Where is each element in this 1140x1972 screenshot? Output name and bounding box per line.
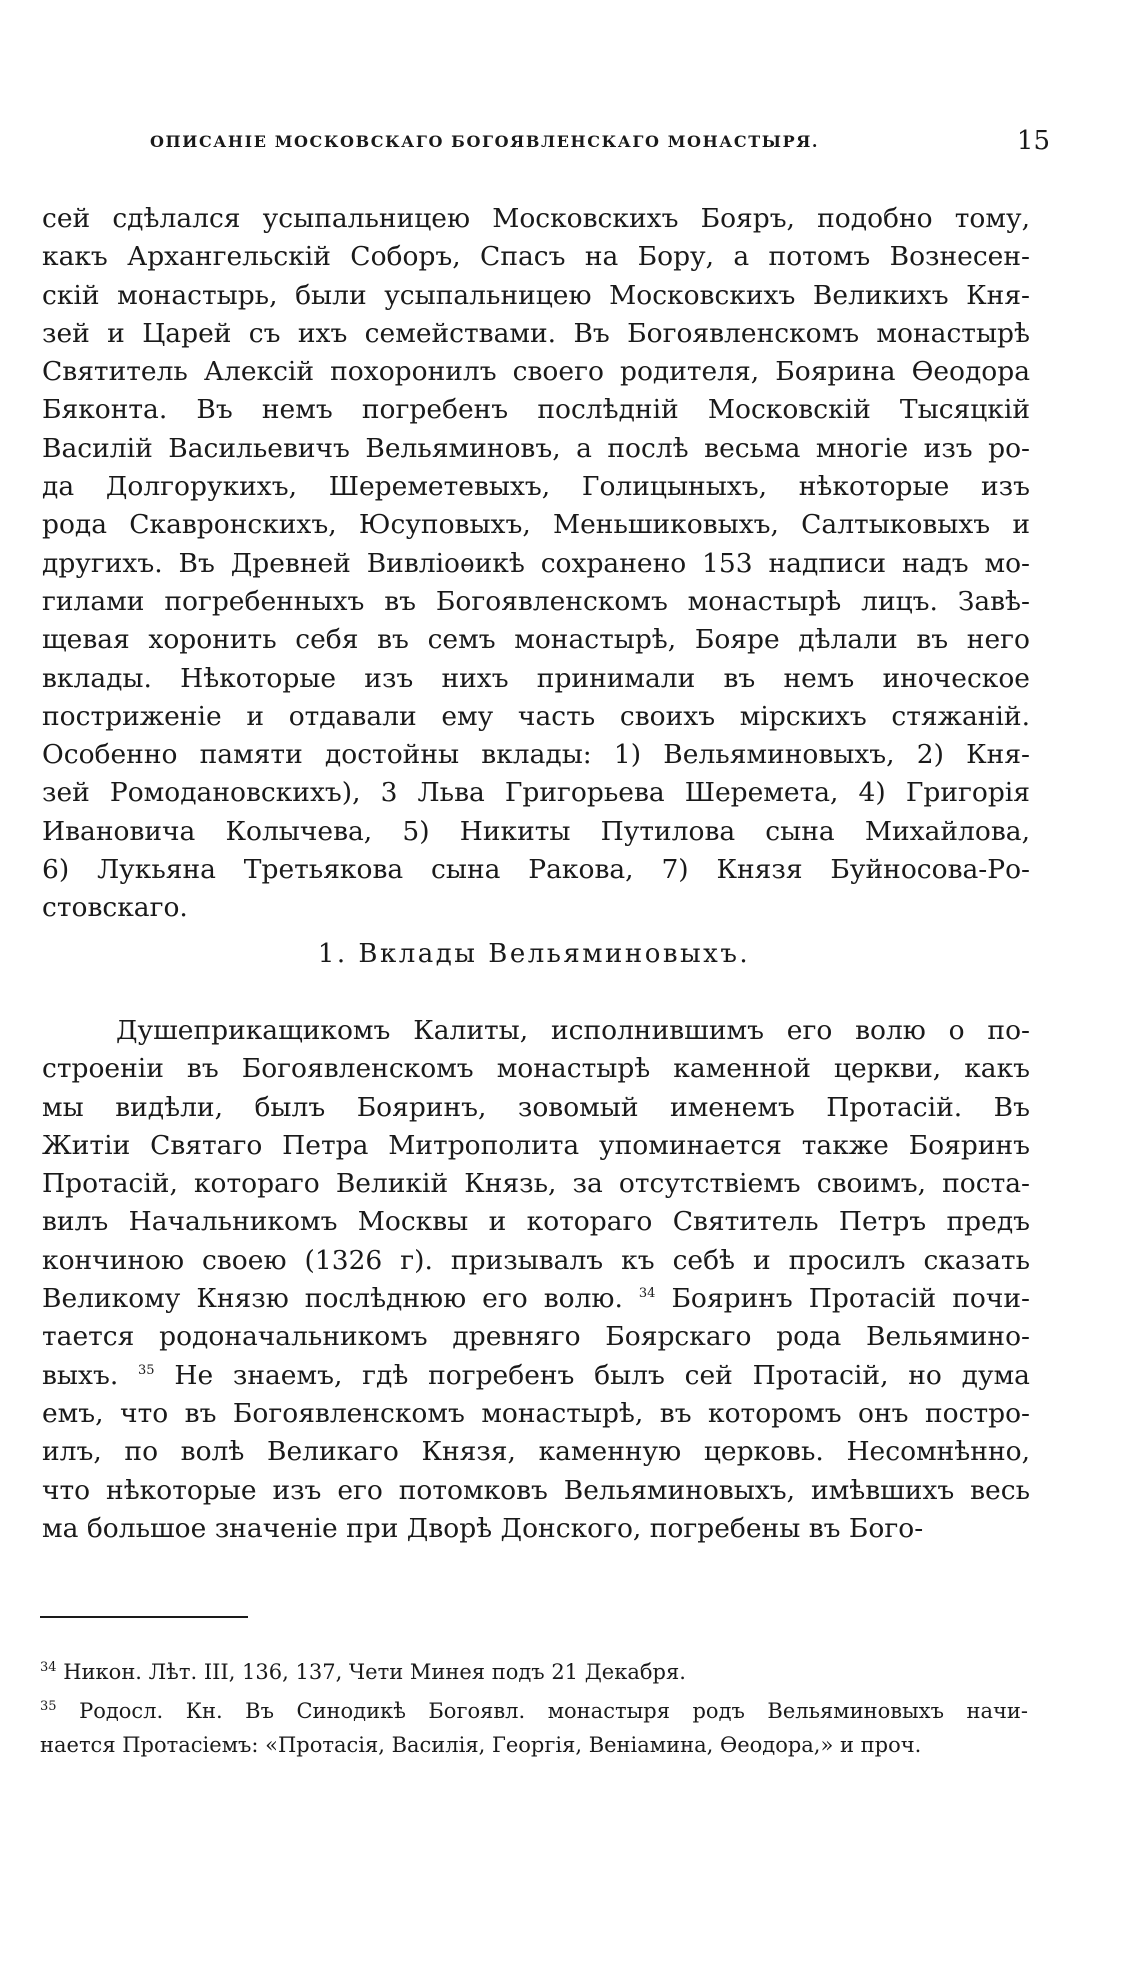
footnote-line: нается Протасіемъ: «Протасія, Василія, Георгія, Веніамина, Ѳеодора,» и проч. [40,1733,922,1757]
text-line: Житіи Святаго Петра Митрополита упоминается также Бояринъ [42,1129,1030,1161]
text-line: скій монастырь, были усыпальницею Московскихъ Великихъ Кня- [42,279,1030,311]
text-line: илъ, по волѣ Великаго Князя, каменную церковь. Несомнѣнно, [42,1436,1030,1468]
text-line: Душеприкащикомъ Калиты, исполнившимъ его волю о по- [116,1015,1030,1046]
book-page [40,0,1100,1972]
text-line-with-ref [42,1357,1030,1395]
text-line: емъ, что въ Богоявленскомъ монастырѣ, въ которомъ онъ постро- [42,1397,1030,1429]
text-line: да Долгорукихъ, Шереметевыхъ, Голицыныхъ, нѣкоторые изъ [42,471,1030,503]
running-title: ОПИСАНІЕ МОСКОВСКАГО БОГОЯВЛЕНСКАГО МОНАСТЫРЯ. [150,132,820,151]
text-line: сей сдѣлался усыпальницею Московскихъ Бояръ, подобно тому, [42,203,1030,234]
text-line: 6) Лукьяна Третьякова сына Ракова, 7) Князя Буйносова-Ро- [42,854,1030,886]
page-header [40,126,1100,166]
text-line: стовскаго. [42,892,188,924]
text-line: рода Скавронскихъ, Юсуповыхъ, Меньшиковыхъ, Салтыковыхъ и [42,509,1030,541]
footnote-marker: 35 [40,1699,57,1714]
footnote-marker: 34 [40,1660,57,1675]
footnote-ref: 35 [138,1362,155,1378]
footnote-text: Никон. Лѣт. III, 136, 137, Чети Минея подъ 21 Декабря. [63,1660,686,1684]
text-line: мы видѣли, былъ Бояринъ, зовомый именемъ Протасій. Въ [42,1091,1030,1123]
footnote-35 [40,1694,1028,1762]
text-line: Ивановича Колычева, 5) Никиты Путилова сына Михайлова, [42,815,1030,847]
footnote-34 [40,1652,1028,1692]
text-line: ма большое значеніе при Дворѣ Донского, погребены въ Бого- [42,1512,924,1544]
text-line: гилами погребенныхъ въ Богоявленскомъ монастырѣ лицъ. Завѣ- [42,585,1030,617]
text-line: вклады. Нѣкоторые изъ нихъ принимали въ немъ иноческое [42,662,1030,694]
text-segment: Не знаемъ, гдѣ погребенъ былъ сей Протасій, но дума [174,1359,1030,1391]
page-number: 15 [1016,126,1050,156]
footnote-text: Родосл. Кн. Въ Синодикѣ Богоявл. монастыря родъ Вельяминовыхъ начи- [79,1699,1028,1723]
footnotes [40,1652,1028,1762]
paragraph-1 [42,200,1030,928]
text-line: зей и Царей съ ихъ семействами. Въ Богоявленскомъ монастырѣ [42,317,1030,349]
footnote-ref: 34 [638,1286,656,1302]
text-line: вилъ Начальникомъ Москвы и котораго Святитель Петръ предъ [42,1206,1030,1238]
text-line: Протасій, котораго Великій Князь, за отсутствіемъ своимъ, поста- [42,1168,1030,1200]
text-line: Святитель Алексій похоронилъ своего родителя, Боярина Ѳеодора [42,356,1030,388]
footnote-divider [40,1616,248,1618]
text-segment: Бояринъ Протасій почи- [671,1283,1030,1315]
text-line: постриженіе и отдавали ему часть своихъ мірскихъ стяжаній. [42,700,1030,732]
text-line: что нѣкоторые изъ его потомковъ Вельяминовыхъ, имѣвшихъ весь [42,1474,1030,1506]
text-line: Василій Васильевичъ Вельяминовъ, а послѣ весьма многіе изъ ро- [42,432,1030,464]
text-line: какъ Архангельскій Соборъ, Спасъ на Бору, а потомъ Вознесен- [42,241,1030,273]
text-line: кончиною своею (1326 г). призывалъ къ себѣ и просилъ сказать [42,1244,1030,1276]
text-line: щевая хоронить себя въ семъ монастырѣ, Бояре дѣлали въ него [42,624,1030,656]
text-line: тается родоначальникомъ древняго Боярскаго рода Вельямино- [42,1321,1030,1353]
text-segment: выхъ. [42,1359,119,1391]
text-line: Бяконта. Въ немъ погребенъ послѣдній Московскій Тысяцкій [42,394,1030,426]
text-segment: Великому Князю послѣднюю его волю. [42,1283,623,1315]
text-line: зей Ромодановскихъ), 3 Льва Григорьева Шеремета, 4) Григорія [42,777,1030,809]
text-line: строеніи въ Богоявленскомъ монастырѣ каменной церкви, какъ [42,1053,1030,1085]
text-line-with-ref [42,1280,1030,1318]
text-line: Особенно памяти достойны вклады: 1) Вельяминовыхъ, 2) Кня- [42,739,1030,771]
text-line: другихъ. Въ Древней Вивліоѳикѣ сохранено 153 надписи надъ мо- [42,547,1030,579]
footnote-line [40,1694,1028,1728]
paragraph-2 [42,1012,1030,1548]
section-heading: 1. Вклады Вельяминовыхъ. [317,939,751,969]
